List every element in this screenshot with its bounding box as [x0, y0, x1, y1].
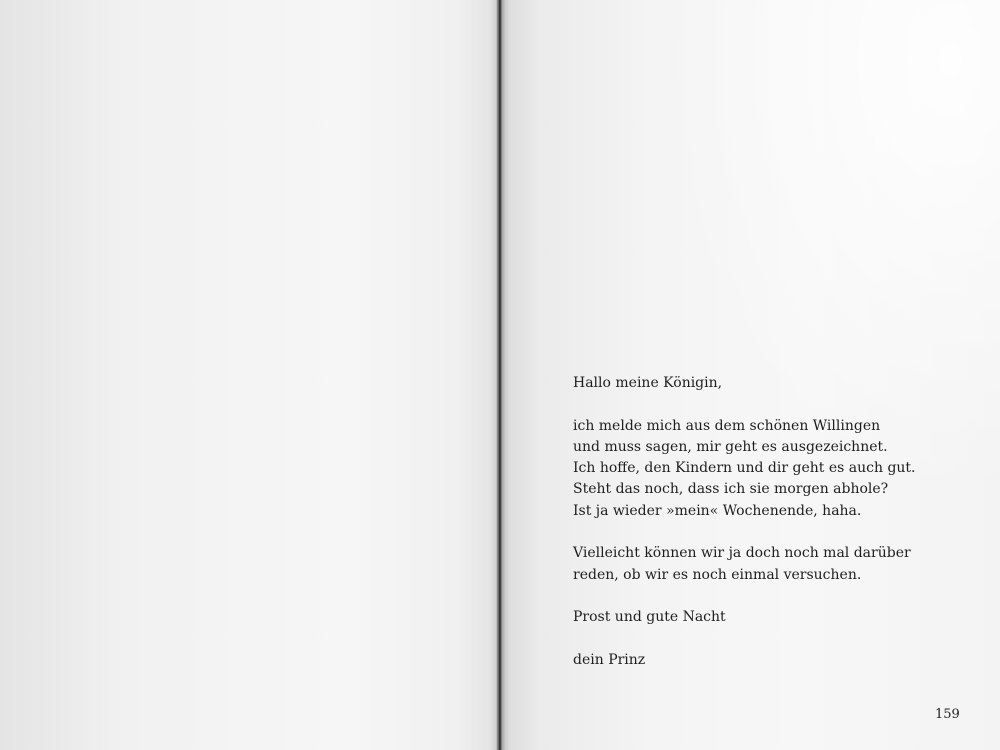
page-number: 159 — [935, 707, 960, 722]
letter-line: Vielleicht können wir ja doch noch mal darüber — [573, 545, 911, 562]
letter-line: Ich hoffe, den Kindern und dir geht es auch gut. — [573, 460, 916, 477]
paragraph-gap — [573, 522, 973, 543]
salutation: Hallo meine Königin, — [573, 375, 723, 391]
letter-text — [573, 373, 973, 671]
letter-line: Steht das noch, dass ich sie morgen abhole? — [573, 481, 889, 498]
letter-line: ich melde mich aus dem schönen Willingen — [573, 417, 881, 434]
paragraph-gap — [573, 586, 973, 607]
paragraph-gap — [573, 629, 973, 650]
book-gutter — [490, 0, 510, 750]
closing-line: Prost und gute Nacht — [573, 609, 726, 626]
paragraph-gap — [573, 394, 973, 415]
signature: dein Prinz — [573, 651, 646, 668]
letter-line: reden, ob wir es noch einmal versuchen. — [573, 566, 862, 583]
right-page — [500, 0, 1000, 750]
letter-line: Ist ja wieder »mein« Wochenende, haha. — [573, 502, 862, 519]
left-page — [0, 0, 497, 750]
letter-line: und muss sagen, mir geht es ausgezeichnet. — [573, 438, 888, 455]
